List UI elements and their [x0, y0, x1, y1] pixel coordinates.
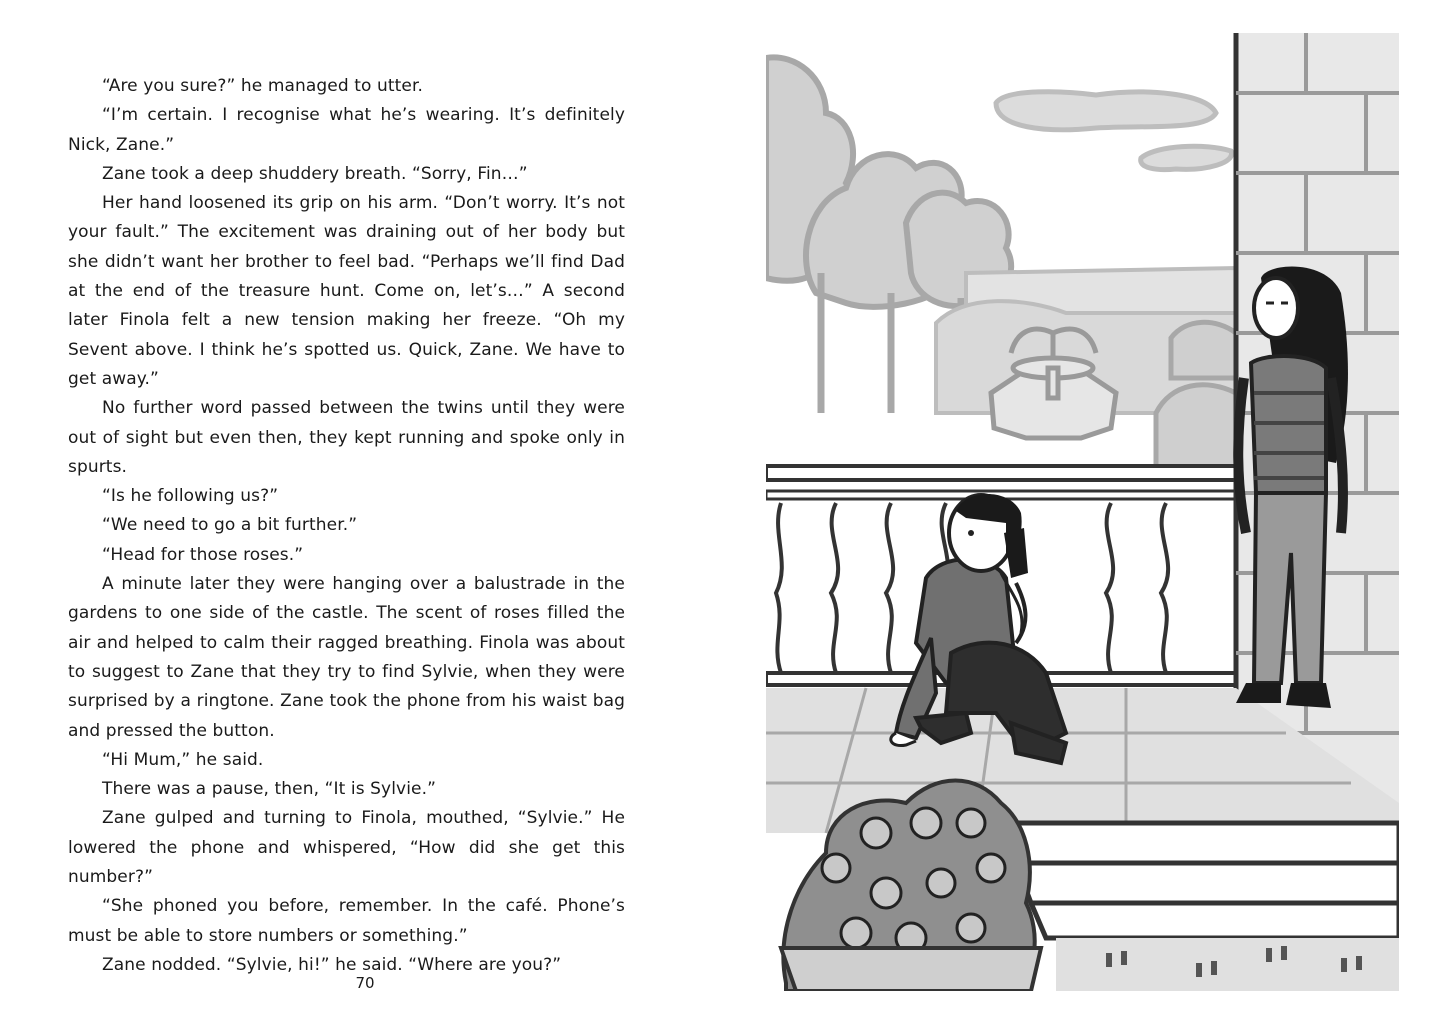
paragraph: “Head for those roses.” — [102, 544, 304, 565]
lawn — [1056, 938, 1399, 991]
page-number: 70 — [355, 974, 375, 992]
paragraph: There was a pause, then, “It is Sylvie.” — [102, 779, 436, 800]
paragraph: “I’m certain. I recognise what he’s wearing. It’s definitely Nick, Zane.” — [68, 105, 625, 155]
story-text-page — [68, 72, 625, 980]
paragraph: Her hand loosened its grip on his arm. “Don’t worry. It’s not your fault.” The excitement was draining out of her body but she didn’t want her brother to feel bad. “Perhaps we’ll find Dad at the end of the treasure hunt. Come on, let’s…” A second later Finola felt a new tension making her freeze. “Oh my Sevent above. I think he’s spotted us. Quick, Zane. We have to get away.” — [68, 193, 625, 389]
paragraph: “She phoned you before, remember. In the café. Phone’s must be able to store numbers or something.” — [68, 896, 625, 946]
garden-balcony-illustration — [766, 33, 1399, 991]
paragraph: “We need to go a bit further.” — [102, 515, 358, 536]
paragraph: “Is he following us?” — [102, 486, 279, 507]
paragraph: Zane took a deep shuddery breath. “Sorry, Fin…” — [102, 163, 528, 184]
steps — [996, 823, 1399, 938]
paragraph: Zane gulped and turning to Finola, mouthed, “Sylvie.” He lowered the phone and whispered, “How did she get this number?” — [68, 808, 625, 888]
paragraph: A minute later they were hanging over a balustrade in the gardens to one side of the castle. The scent of roses filled the air and helped to calm their ragged breathing. Finola was about to suggest to Zane that they try to find Sylvie, when they were surprised by a ringtone. Zane took the phone from his waist bag and pressed the button. — [68, 574, 625, 741]
paragraph: “Are you sure?” he managed to utter. — [102, 76, 424, 96]
paragraph: No further word passed between the twins until they were out of sight but even then, they kept running and spoke only in spurts. — [68, 398, 625, 477]
paragraph: Zane nodded. “Sylvie, hi!” he said. “Where are you?” — [102, 954, 562, 975]
paragraph: “Hi Mum,” he said. — [102, 749, 264, 770]
